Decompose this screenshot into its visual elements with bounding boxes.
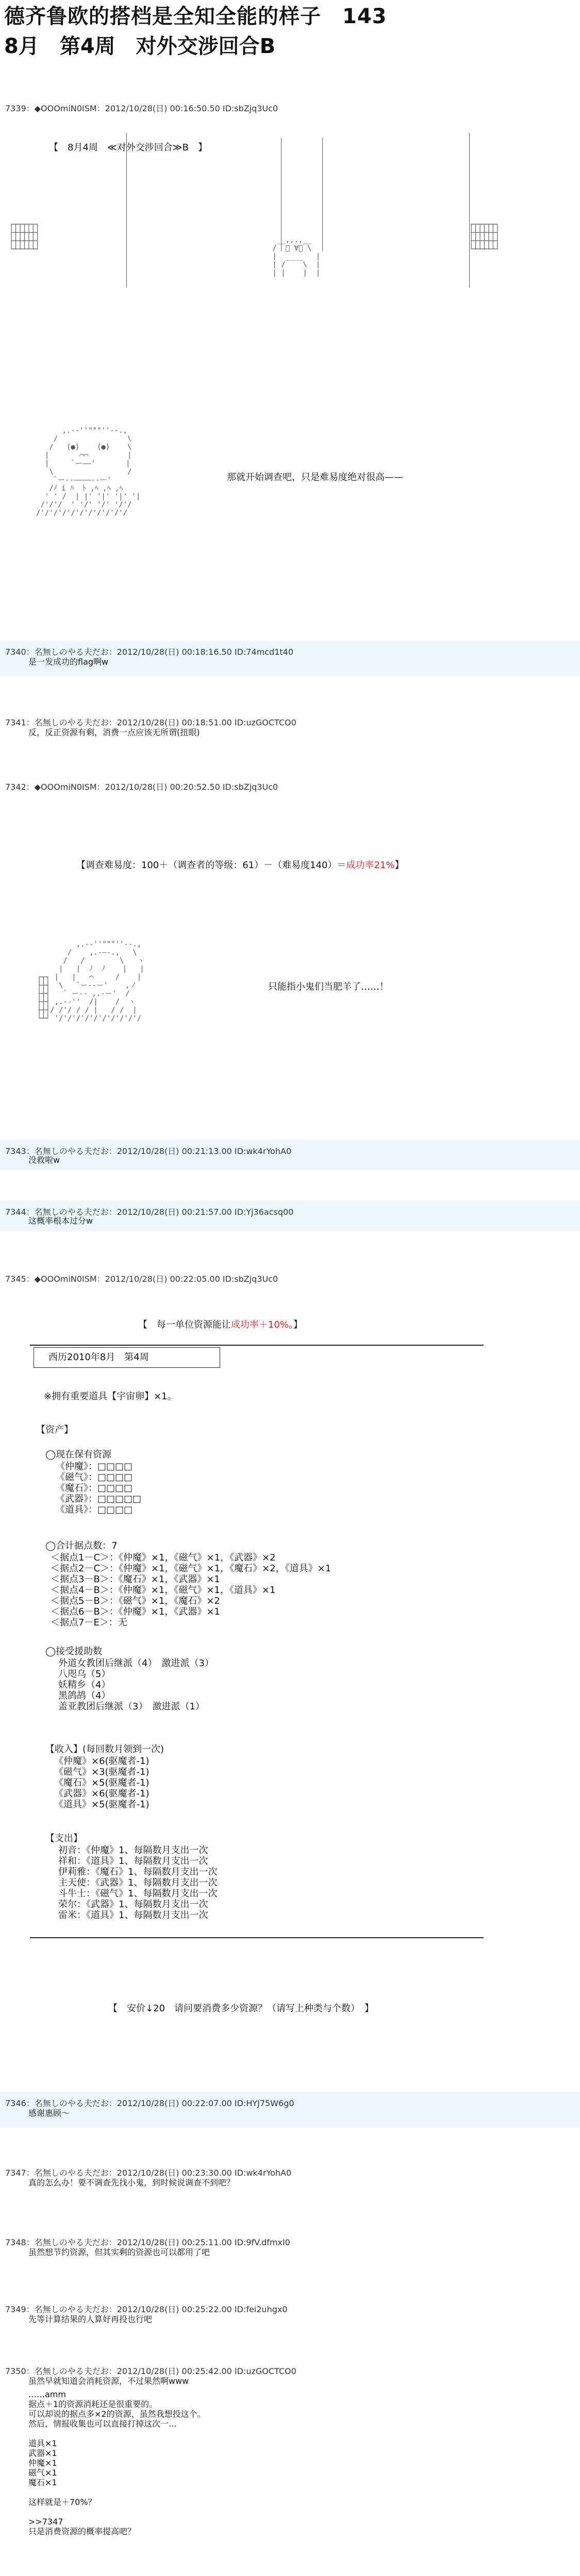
notice-end: 。】: [288, 1319, 303, 1330]
point-item: ＜据点1－C＞：《仲魔》×1，《磁气》×1，《武器》×2: [51, 1552, 276, 1563]
post-body: 虽然早就知道会消耗资源，不过果然啊www: [28, 2376, 189, 2386]
frame-bottom-line: [30, 1937, 484, 1938]
item-note: ※拥有重要道具【宇宙卵】×1。: [44, 1391, 177, 1402]
wall-left: [126, 133, 129, 287]
expense-item: 斗牛士：《磁气》1、每隔数月支出一次: [49, 1888, 218, 1899]
post-7339: [0, 97, 580, 635]
date-text: 西历2010年8月 第4周: [48, 1352, 149, 1363]
post-7349: [0, 2298, 580, 2334]
expense-item: 雷米：《道具》1、每隔数月支出一次: [49, 1910, 208, 1921]
post-line: 这样就是＋70%？: [28, 2497, 96, 2507]
resource-item: 《魔石》：□□□□: [56, 1483, 133, 1494]
points-heading: ◯合计据点数：7: [45, 1540, 118, 1551]
post-header: 7345：◆OOOmiN0ISM：2012/10/28(日) 00:22:05.00 ID:sbZjq3Uc0: [5, 1274, 278, 1284]
post-header: 7348：名無しのやる夫だお：2012/10/28(日) 00:25:11.00 ID:9fV.dfmxI0: [5, 2238, 290, 2247]
post-body: 感谢惠顾～: [28, 2108, 70, 2118]
resources-heading: ◯现在保有资源: [45, 1449, 112, 1460]
notice-text: 【 每一单位资源能让: [138, 1319, 231, 1330]
gate-left-tower: [204, 138, 281, 251]
support-item: 盖亚教团后继派（3） 激进派（1）: [49, 1701, 205, 1712]
dialog-line: 那就开始调查吧，只是难易度绝对很高——: [227, 472, 403, 483]
post-header: 7339：◆OOOmiN0ISM：2012/10/28(日) 00:16:50.50 ID:sbZjq3Uc0: [5, 104, 278, 113]
post-7345: [0, 1267, 580, 2061]
post-line: 仲魔×1: [28, 2458, 57, 2468]
expense-item: 祥和：《道具》1、每隔数月支出一次: [49, 1856, 208, 1867]
post-7342: [0, 775, 580, 1136]
income-item: 《磁气》×3(驱魔者-1): [54, 1767, 150, 1777]
post-body: 先等计算结果的人算好再投也行吧: [28, 2314, 153, 2324]
banner-text: 【 8月4周 ≪对外交涉回合≫B 】: [49, 142, 207, 153]
support-item: 黑鸽鸪（4）: [49, 1690, 111, 1701]
point-item: ＜据点2－C＞：《仲魔》×1，《磁气》×1，《魔石》×2，《道具》×1: [51, 1563, 332, 1574]
post-header: 7349：名無しのやる夫だお：2012/10/28(日) 00:25:22.00 ID:fei2uhgx0: [5, 2304, 288, 2314]
date-box: [34, 1347, 220, 1368]
point-item: ＜据点4－B＞：《仲魔》×1，《磁气》×1，《道具》×1: [51, 1585, 276, 1596]
post-7347: [0, 2161, 580, 2197]
expense-item: 主天使：《武器》1、每隔数月支出一次: [49, 1877, 218, 1888]
gate-right-tower: [322, 138, 400, 251]
notice-rate: 成功率＋10%: [230, 1319, 289, 1330]
formula-text: 【调查难易度：100＋（调查者的等级：61）－（难易度140）＝: [76, 860, 346, 871]
expense-item: 荣尔：《武器》1、每隔数月支出一次: [49, 1899, 208, 1910]
post-line: 魔石×1: [28, 2478, 57, 2487]
post-7343: [0, 1140, 580, 1171]
dialog-line: 只能指小鬼们当肥羊了……！: [268, 981, 389, 992]
post-header: 7343：名無しのやる夫だお：2012/10/28(日) 00:21:13.00 ID:wk4rYohA0: [5, 1146, 292, 1156]
post-header: 7341：名無しのやる夫だお：2012/10/28(日) 00:18:51.00 ID:uzGOCTCO0: [5, 718, 296, 727]
notice-line: [126, 1309, 303, 1341]
post-line: 只是消费资源的概率提高吧？: [28, 2527, 136, 2536]
income-item: 《武器》×6(驱魔者-1): [54, 1788, 150, 1799]
post-line: 道具×1: [28, 2438, 57, 2448]
frame-top-line: [30, 1345, 484, 1346]
post-header: 7340：名無しのやる夫だお：2012/10/28(日) 00:18:16.50 ID:74mcd1t40: [5, 647, 294, 657]
post-7340: [0, 640, 580, 676]
post-body: 反，反正资源有剩，消费一点应该无所谓(扭眼): [28, 727, 200, 737]
expense-item: 初音：《仲魔》1、每隔数月支出一次: [49, 1845, 208, 1856]
income-item: 《道具》×5(驱魔者-1): [54, 1799, 150, 1810]
post-line: >>7347: [28, 2517, 63, 2527]
character-art-bald: ,.-‐''"""''‐-., / \ / (●) (●) \ | ⌒⌒ | | `ー――' | \ / `ー--――――--ー' /ﾉ i ﾊ ﾄ ,ﾍ ,ﾍ ,ﾍ ' ' / | |' '|' '|' '| /'/'/ ' '/' '/' '/'/ /'/'/'/'/'/'/'/'/'/'/: [36, 427, 141, 517]
resource-item: 《磁气》：□□□□: [56, 1472, 133, 1483]
post-line: 武器×1: [28, 2448, 57, 2458]
formula-end: 】: [394, 860, 404, 871]
post-header: 7350：名無しのやる夫だお：2012/10/28(日) 00:25:42.00 ID:uzGOCTCO0: [5, 2366, 296, 2376]
post-body: 这概率根本过分w: [28, 1216, 93, 1226]
post-line: 据点＋1的资源消耗还是很重要的。: [28, 2399, 158, 2409]
vote-prompt: 【 安价↓20 请问要消费多少资源？（请写上种类与个数） 】: [108, 2003, 374, 2014]
post-line: 然后，情报收集也可以直接打掉这次一…: [28, 2419, 177, 2429]
support-item: 外道女教团后继派（4） 激进派（3）: [49, 1658, 214, 1669]
point-item: ＜据点3－B＞：《魔石》×1，《武器》×1: [51, 1574, 220, 1585]
post-body: 是一发成功的flag啊w: [28, 657, 109, 667]
support-item: 八咫乌（5）: [49, 1669, 111, 1680]
support-heading: ◯接受援助数: [45, 1646, 103, 1657]
post-body: 虽然想节约资源，但其实剩的资源也可以都用了吧: [28, 2247, 210, 2257]
expense-item: 伊莉雅：《魔石》1、每隔数月支出一次: [49, 1867, 218, 1877]
page-subtitle: 8月 第4周 对外交涉回合B: [4, 35, 276, 58]
point-item: ＜据点6－B＞：《仲魔》×1，《武器》×1: [51, 1606, 220, 1617]
point-item: ＜据点7－E＞：无: [51, 1617, 127, 1628]
resource-item: 《仲魔》：□□□□: [56, 1461, 133, 1472]
formula-line: [64, 849, 404, 882]
post-7344: [0, 1200, 580, 1231]
character-art-thinking: ,.-‐''"""''‐-., / ,.-―-., \ / / \ ヽ | | ﾉ ﾉ | | ┌┬┐ | | ⌒ / | ├┼┤ \ `ー--ー' ,ノ ├┼┤ ` ー-- ,.-ー' / ├┼┤ ,.-‐'' /| / ヽ ├┼┤/ /'/ / / | / / | └┴┘ '/'/'/'/'/'/'/'/'/'/: [37, 940, 144, 1023]
resource-item: 《武器》：□□□□□: [56, 1494, 142, 1504]
expense-heading: 【支出】: [45, 1833, 82, 1844]
point-item: ＜据点5－B＞：《磁气》×1，《魔石》×2: [51, 1596, 220, 1606]
post-header: 7346：名無しのやる夫だお：2012/10/28(日) 00:22:07.00 ID:HYJ75W6g0: [5, 2098, 294, 2108]
post-line: 磁气×1: [28, 2468, 57, 2478]
post-header: 7347：名無しのやる夫だお：2012/10/28(日) 00:23:30.00 ID:wk4rYohA0: [5, 2168, 292, 2178]
income-heading: 【收入】(每回数月领到一次): [45, 1744, 164, 1755]
post-7350: [0, 2360, 580, 2576]
resource-item: 《道具》：□□□□: [56, 1504, 133, 1515]
support-item: 妖精乡（4）: [49, 1680, 111, 1690]
brick-left-art: ┌┬┬┬┬┬┐ ├┼┼┼┼┼┤ ├┼┼┼┼┼┤ └┴┴┴┴┴┘: [9, 221, 40, 253]
post-header: 7342：◆OOOmiN0ISM：2012/10/28(日) 00:20:52.50 ID:sbZjq3Uc0: [5, 782, 278, 792]
post-body: 真的怎么办！要不调查先找小鬼，到时候说调查不到吧？: [28, 2178, 235, 2188]
post-line: ……amm: [28, 2389, 66, 2399]
assets-heading: 【资产】: [36, 1425, 73, 1435]
income-item: 《魔石》×5(驱魔者-1): [54, 1777, 150, 1788]
brick-right-art: ┌┬┬┬┬┬┐ ├┼┼┼┼┼┤ ├┼┼┼┼┼┤ └┴┴┴┴┴┘: [469, 221, 500, 253]
success-rate: 成功率21%: [346, 860, 395, 871]
page-title: 德齐鲁欧的搭档是全知全能的样子 143: [4, 5, 387, 28]
post-header: 7344：名無しのやる夫だお：2012/10/28(日) 00:21:57.00 ID:Yj36acsq00: [5, 1207, 294, 1217]
post-body: 没救啦w: [28, 1155, 60, 1165]
post-line: 可以却说的据点多×2的资源，虽然我想投这个。: [28, 2409, 206, 2419]
post-7341: [0, 711, 580, 747]
post-7348: [0, 2231, 580, 2267]
income-item: 《仲魔》×6(驱魔者-1): [54, 1756, 150, 1767]
gate-arch-art: __,,.,__ / ﾟ ∀ﾟ \ | ____ | | / \ | | | | |: [272, 236, 321, 277]
post-7346: [0, 2092, 580, 2128]
wall-right: [469, 133, 472, 287]
